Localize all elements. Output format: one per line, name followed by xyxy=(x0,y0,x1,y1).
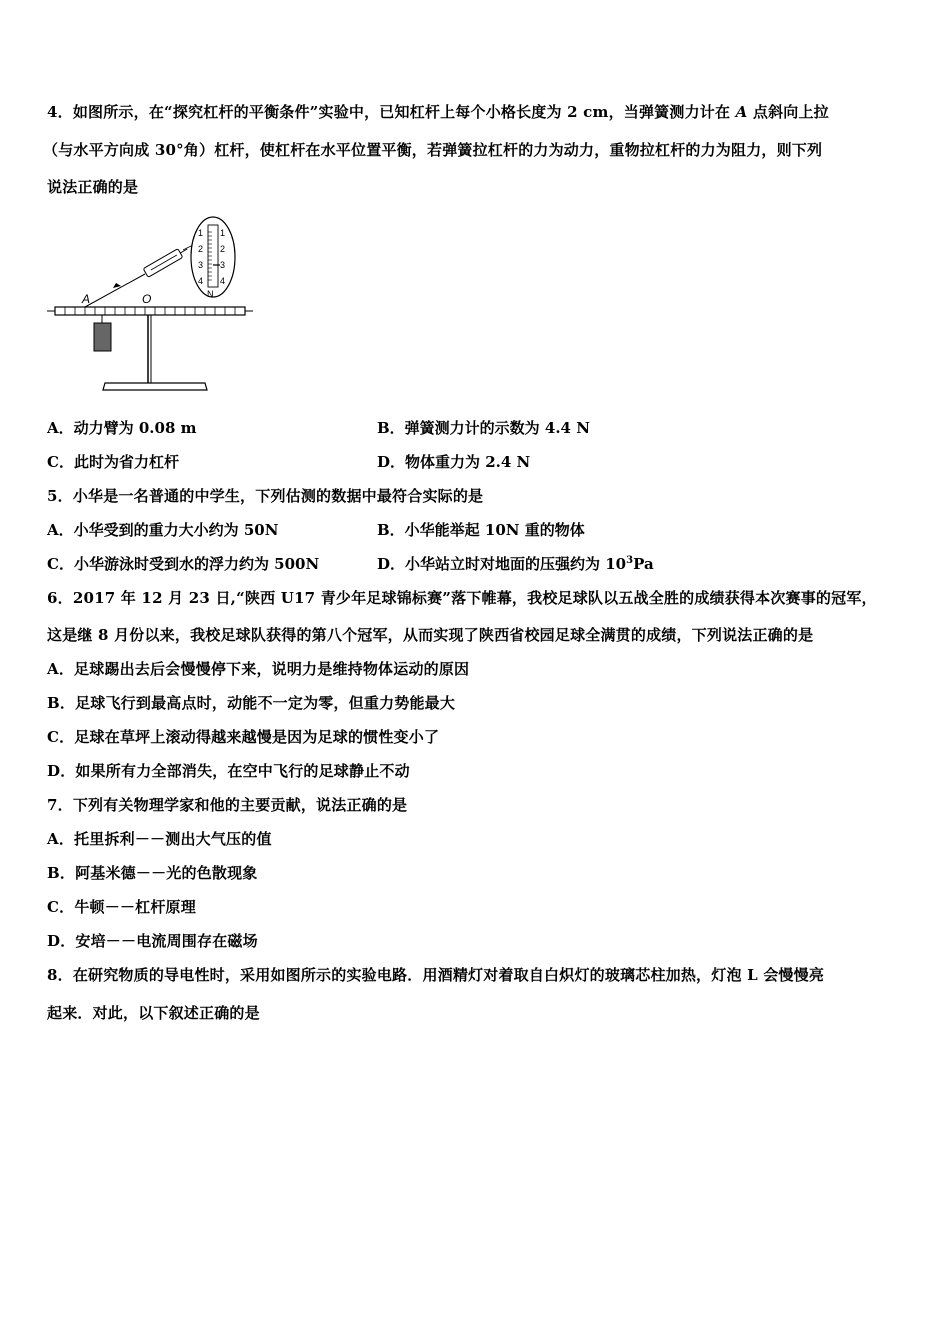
q6-stem-line-1: 6．2017 年 12 月 23 日,“陕西 U17 青少年足球锦标赛”落下帷幕，我校足球队以五战全胜的成绩获得本次赛事的冠军， xyxy=(47,589,877,607)
q4-stem-line-1: 4．如图所示，在“探究杠杆的平衡条件”实验中，已知杠杆上每个小格长度为 2 cm，当弹簧测力计在 A 点斜向上拉 xyxy=(47,103,829,121)
hanging-weight xyxy=(94,323,111,351)
q5-option-d: D．小华站立时对地面的压强约为 $10^3Pa$ xyxy=(377,555,654,573)
point-a-label: A xyxy=(82,292,91,306)
lever-bar xyxy=(55,307,245,315)
lever-experiment-figure xyxy=(45,215,255,395)
pull-arrow xyxy=(113,283,121,288)
q6-option-a: A．足球踢出去后会慢慢停下来，说明力是维持物体运动的原因 xyxy=(47,660,470,678)
q4-option-c: C．此时为省力杠杆 xyxy=(47,453,179,471)
q7-option-d: D．安培－－电流周围存在磁场 xyxy=(47,932,258,950)
q8-stem-line-2: 起来．对此，以下叙述正确的是 xyxy=(47,1004,260,1022)
stand-base xyxy=(103,383,207,390)
svg-text:2: 2 xyxy=(220,244,226,254)
svg-text:3: 3 xyxy=(220,260,226,270)
svg-text:4: 4 xyxy=(220,276,226,286)
pull-line xyxy=(85,274,145,307)
q5-option-c: C．小华游泳时受到水的浮力约为 500N xyxy=(47,555,320,573)
q6-stem-line-2: 这是继 8 月份以来，我校足球队获得的第八个冠军，从而实现了陕西省校园足球全满贯的成绩，下列说法正确的是 xyxy=(47,626,814,644)
q4-option-a: A．动力臂为 0.08 m xyxy=(47,419,197,437)
q7-stem: 7．下列有关物理学家和他的主要贡献，说法正确的是 xyxy=(47,796,408,814)
svg-text:N: N xyxy=(207,289,214,299)
q6-option-d: D．如果所有力全部消失，在空中飞行的足球静止不动 xyxy=(47,762,410,780)
spring-scale xyxy=(143,245,190,278)
svg-text:1: 1 xyxy=(198,228,204,238)
q6-option-b: B．足球飞行到最高点时，动能不一定为零，但重力势能最大 xyxy=(47,694,456,712)
q7-option-b: B．阿基米德－－光的色散现象 xyxy=(47,864,258,882)
q7-option-c: C．牛顿－－杠杆原理 xyxy=(47,898,196,916)
point-o-label: O xyxy=(142,292,152,306)
q4-option-b: B．弹簧测力计的示数为 4.4 N xyxy=(377,419,590,437)
svg-text:1: 1 xyxy=(220,228,226,238)
q5-option-b: B．小华能举起 10N 重的物体 xyxy=(377,521,585,539)
svg-text:2: 2 xyxy=(198,244,204,254)
q6-option-c: C．足球在草坪上滚动得越来越慢是因为足球的惯性变小了 xyxy=(47,728,440,746)
q4-stem-line-2: （与水平方向成 30°角）杠杆，使杠杆在水平位置平衡，若弹簧拉杠杆的力为动力，重物拉杠杆的力为阻力，则下列 xyxy=(43,141,823,159)
svg-text:3: 3 xyxy=(198,260,204,270)
q8-stem-line-1: 8．在研究物质的导电性时，采用如图所示的实验电路．用酒精灯对着取自白炽灯的玻璃芯柱加热，灯泡 L 会慢慢亮 xyxy=(47,966,825,984)
q5-stem: 5．小华是一名普通的中学生，下列估测的数据中最符合实际的是 xyxy=(47,487,484,505)
q5-option-a: A．小华受到的重力大小约为 50N xyxy=(47,521,279,539)
svg-text:4: 4 xyxy=(198,276,204,286)
q4-stem-line-3: 说法正确的是 xyxy=(47,178,139,196)
q4-option-d: D．物体重力为 2.4 N xyxy=(377,453,531,471)
q7-option-a: A．托里拆利－－测出大气压的值 xyxy=(47,830,272,848)
